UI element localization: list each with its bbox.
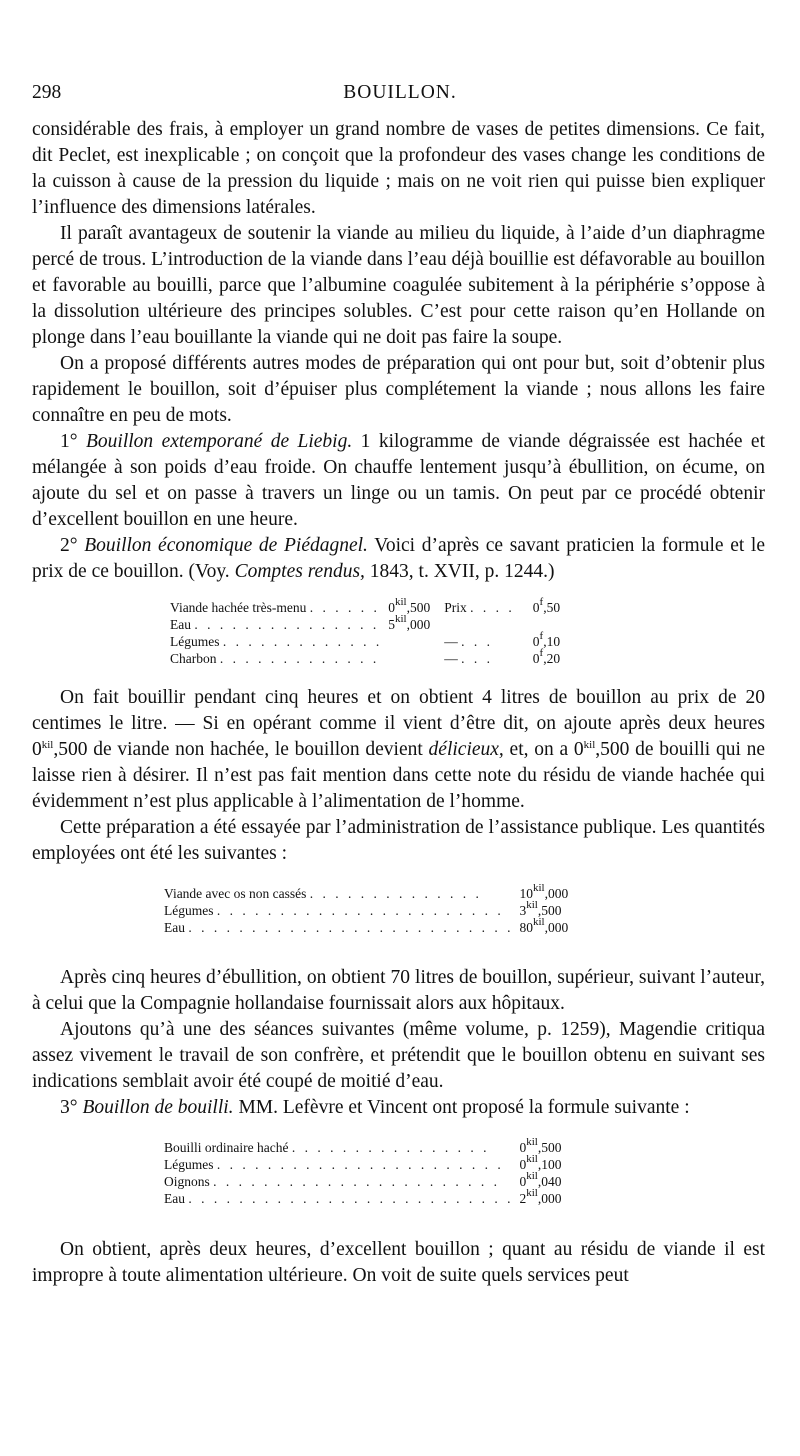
- recipe-item: [164, 1190, 514, 1207]
- quantity-dec: ,500: [537, 903, 562, 918]
- quantity-int: 2: [519, 1191, 527, 1206]
- recipe-item-label: Eau: [170, 617, 191, 632]
- paragraph-4-c: et, on a 0: [509, 739, 584, 760]
- quantity-int: 0: [388, 600, 395, 615]
- recipe-table-assistance: [164, 882, 569, 936]
- recipe-item-label: Eau: [164, 920, 185, 935]
- quantity-unit: kil: [526, 1136, 538, 1148]
- recipe-item-label: Charbon: [170, 651, 217, 666]
- section-1-liebig: [32, 429, 765, 533]
- unit-kil: kil: [583, 739, 596, 751]
- leader-dots: . . . . . . . . . . . . . . . . . . . . . . . . . .: [188, 920, 514, 935]
- quantity-dec: ,000: [544, 886, 569, 901]
- price-label: [430, 616, 515, 633]
- price-label-text: Prix: [444, 600, 467, 615]
- section-2-piedagnel: [32, 533, 765, 585]
- paragraph-2: Il paraît avantageux de soutenir la viande au milieu du liquide, à l’aide d’un diaphragme percé de trous. L’introduction de la viande dans l’eau déjà bouillie est défavorable au bouillon et favorable au bouilli, parce que l’albumine coagulée subitement à la périphérie s’oppose à la dissolution ultérieure des principes solubles. C’est pour cette raison qu’en Hollande on plonge dans l’eau bouillante la viande qui ne doit pas faire la soupe.: [32, 223, 765, 348]
- quantity-unit: kil: [526, 1187, 538, 1199]
- recipe-item-label: Légumes: [170, 634, 220, 649]
- recipe-item: [164, 1156, 514, 1173]
- recipe-item: [164, 902, 514, 919]
- price-dec: ,50: [543, 600, 561, 615]
- running-head: [32, 80, 768, 106]
- recipe-quantity: [514, 916, 569, 936]
- recipe-item-label: Oignons: [164, 1174, 210, 1189]
- paragraph-6: Après cinq heures d’ébullition, on obtient 70 litres de bouillon, supérieur, suivant l’auteur, à celui que la Compagnie hollandaise fournissait alors aux hôpitaux.: [32, 967, 765, 1014]
- recipe-table-bouilli-body: [164, 1136, 562, 1207]
- recipe-item: [170, 650, 382, 667]
- unit-kil: kil: [41, 739, 54, 751]
- table-3-wrapper: [32, 1121, 765, 1237]
- recipe-row: [164, 1139, 562, 1156]
- paragraph-4-a: On fait bouillir pendant cinq heures et on obtient 4 litres de bouillon au prix de 20 centimes le litre. — Si en opérant comme il vient d’être dit, on ajoute après deux heures 0: [32, 687, 765, 760]
- section-3-title: Bouillon de bouilli.: [82, 1097, 234, 1118]
- price-leader-dots: . . . .: [470, 600, 515, 615]
- recipe-item-label: Bouilli ordinaire haché: [164, 1140, 289, 1155]
- quantity-unit: kil: [526, 899, 538, 911]
- section-1-text: 1 kilogramme de viande dégraissée est hachée et mélangée à son poids d’eau froide. On chauffe lentement jusqu’à ébullition, on écume, on ajoute du sel et on passe à travers un linge ou un tamis. On peut par ce procédé obtenir d’excellent bouillon en une heure.: [32, 431, 766, 530]
- section-2-number: 2°: [60, 535, 78, 556]
- recipe-row: [170, 633, 560, 650]
- section-2-text: Voici d’après ce savant praticien la formule et le prix de ce bouillon. (Voy.: [32, 535, 766, 582]
- paragraph-3: On a proposé différents autres modes de préparation qui ont pour but, soit d’obtenir plus rapidement le bouillon, soit d’épuiser plus complétement la viande ; nous allons les faire connaître en peu de mots.: [32, 353, 765, 426]
- recipe-quantity: [382, 633, 430, 650]
- recipe-item-label: Légumes: [164, 903, 214, 918]
- price-value: [515, 616, 560, 633]
- table-2-wrapper: [32, 867, 765, 965]
- recipe-item: [170, 599, 382, 616]
- paragraph-7: Ajoutons qu’à une des séances suivantes (même volume, p. 1259), Magendie critiqua assez vivement le travail de son confrère, et prétendit que le bouillon obtenu en suivant ses indications semblait avoir été coupé de moitié d’eau.: [32, 1019, 765, 1092]
- price-unit: f: [539, 647, 544, 659]
- quantity-dec: ,040: [537, 1174, 562, 1189]
- recipe-table-bouilli: [164, 1136, 562, 1207]
- leader-dots: . . . . . . . . . . . . . .: [309, 886, 482, 901]
- price-value: [515, 630, 561, 650]
- leader-dots: . . . . . . . . . . . . . . . .: [291, 1140, 490, 1155]
- recipe-table-piedagnel-body: [170, 596, 561, 667]
- paragraph-1: considérable des frais, à employer un grand nombre de vases de petites dimensions. Ce fait, dit Peclet, est inexplicable ; on conçoit que la profondeur des vases change les conditions de la cuisson à cause de la pression du liquide ; mais on ne voit rien qui puisse bien expliquer l’influence des dimensions latérales.: [32, 119, 765, 218]
- leader-dots: . . . . . . . . . . . . .: [219, 651, 380, 666]
- paragraph-4-d: ,500 de bouilli qui ne laisse rien à désirer. Il n’est pas fait mention dans cette note du résidu de viande hachée qui évidemment n’est plus applicable à l’alimentation de l’homme.: [32, 739, 766, 812]
- price-unit: f: [539, 630, 544, 642]
- leader-dots: . . . . . . . . . . . . . . . . . . . . . . .: [216, 903, 504, 918]
- table-1-wrapper: [32, 585, 765, 685]
- leader-dots: . . . . . . . . . . . . . . . . . . . . . . .: [213, 1174, 501, 1189]
- recipe-row: [164, 1156, 562, 1173]
- paragraph-4-emphasis: délicieux,: [428, 739, 504, 760]
- recipe-row: [164, 919, 568, 936]
- price-label-text: —: [444, 634, 458, 649]
- leader-dots: . . . . . .: [309, 600, 380, 615]
- recipe-item: [164, 919, 514, 936]
- recipe-row: [164, 902, 568, 919]
- quantity-unit: kil: [395, 596, 407, 608]
- recipe-item-label: Eau: [164, 1191, 185, 1206]
- leader-dots: . . . . . . . . . . . . . . . . . . . . . . .: [216, 1157, 504, 1172]
- section-3-number: 3°: [60, 1097, 78, 1118]
- section-3-bouilli: [32, 1095, 765, 1121]
- recipe-quantity: [514, 882, 569, 902]
- recipe-row: [164, 1173, 562, 1190]
- quantity-dec: ,500: [537, 1140, 562, 1155]
- recipe-row: [170, 599, 560, 616]
- quantity-int: 5: [388, 617, 395, 632]
- recipe-item: [170, 616, 382, 633]
- quantity-unit: kil: [526, 1170, 538, 1182]
- recipe-item-label: Légumes: [164, 1157, 214, 1172]
- recipe-table-assistance-body: [164, 882, 569, 936]
- recipe-item: [170, 633, 382, 650]
- quantity-int: 0: [519, 1157, 527, 1172]
- recipe-quantity: [382, 650, 430, 667]
- section-1-number: 1°: [60, 431, 78, 452]
- recipe-quantity: [382, 613, 431, 633]
- quantity-int: 0: [519, 1174, 527, 1189]
- section-2-reference: Comptes rendus,: [234, 561, 365, 582]
- price-dec: ,10: [543, 634, 561, 649]
- running-title: BOUILLON.: [343, 82, 457, 103]
- quantity-unit: kil: [395, 613, 407, 625]
- price-leader-dots: . . .: [461, 634, 493, 649]
- price-unit: f: [539, 596, 544, 608]
- paragraph-8: On obtient, après deux heures, d’excellent bouillon ; quant au résidu de viande il est impropre à toute alimentation ultérieure. On voit de suite quels services peut: [32, 1239, 765, 1286]
- quantity-int: 0: [519, 1140, 527, 1155]
- quantity-unit: kil: [533, 882, 545, 894]
- price-value: [515, 596, 561, 616]
- price-label: [430, 599, 515, 616]
- paragraph-4: [32, 685, 765, 815]
- price-label: [430, 650, 515, 667]
- quantity-int: 10: [519, 886, 533, 901]
- page-body: [32, 117, 765, 1289]
- recipe-item-label: Viande hachée très-menu: [170, 600, 307, 615]
- quantity-dec: ,100: [537, 1157, 562, 1172]
- recipe-item: [164, 885, 514, 902]
- quantity-int: 80: [519, 920, 533, 935]
- recipe-row: [164, 1190, 562, 1207]
- paragraph-5: Cette préparation a été essayée par l’administration de l’assistance publique. Les quantités employées ont été les suivantes :: [32, 817, 765, 864]
- recipe-row: [170, 650, 560, 667]
- quantity-unit: kil: [526, 1153, 538, 1165]
- price-int: 0: [532, 651, 540, 666]
- section-1-title: Bouillon extemporané de Liebig.: [85, 431, 353, 452]
- price-dec: ,20: [543, 651, 561, 666]
- quantity-dec: ,000: [406, 617, 431, 632]
- leader-dots: . . . . . . . . . . . . .: [222, 634, 383, 649]
- recipe-item: [164, 1139, 514, 1156]
- quantity-unit: kil: [533, 916, 545, 928]
- recipe-row: [170, 616, 560, 633]
- page-number: 298: [32, 82, 62, 103]
- recipe-item-label: Viande avec os non cassés: [164, 886, 307, 901]
- quantity-dec: ,000: [537, 1191, 562, 1206]
- recipe-item: [164, 1173, 514, 1190]
- recipe-row: [164, 885, 568, 902]
- price-leader-dots: . . .: [461, 651, 493, 666]
- quantity-dec: ,500: [406, 600, 431, 615]
- price-int: 0: [532, 600, 540, 615]
- section-2-title: Bouillon économique de Piédagnel.: [84, 535, 368, 556]
- price-label-text: —: [444, 651, 458, 666]
- recipe-quantity: [514, 1187, 562, 1207]
- paragraph-4-b: ,500 de viande non hachée, le bouillon devient: [53, 739, 423, 760]
- section-2-reference-detail: 1843, t. XVII, p. 1244.): [369, 561, 555, 582]
- section-3-text: MM. Lefèvre et Vincent ont proposé la formule suivante :: [238, 1097, 690, 1118]
- price-label: [430, 633, 515, 650]
- quantity-dec: ,000: [544, 920, 569, 935]
- quantity-int: 3: [519, 903, 527, 918]
- leader-dots: . . . . . . . . . . . . . . .: [194, 617, 380, 632]
- price-int: 0: [532, 634, 540, 649]
- recipe-table-piedagnel: [170, 596, 561, 667]
- leader-dots: . . . . . . . . . . . . . . . . . . . . . . . . . .: [188, 1191, 514, 1206]
- price-value: [515, 647, 561, 667]
